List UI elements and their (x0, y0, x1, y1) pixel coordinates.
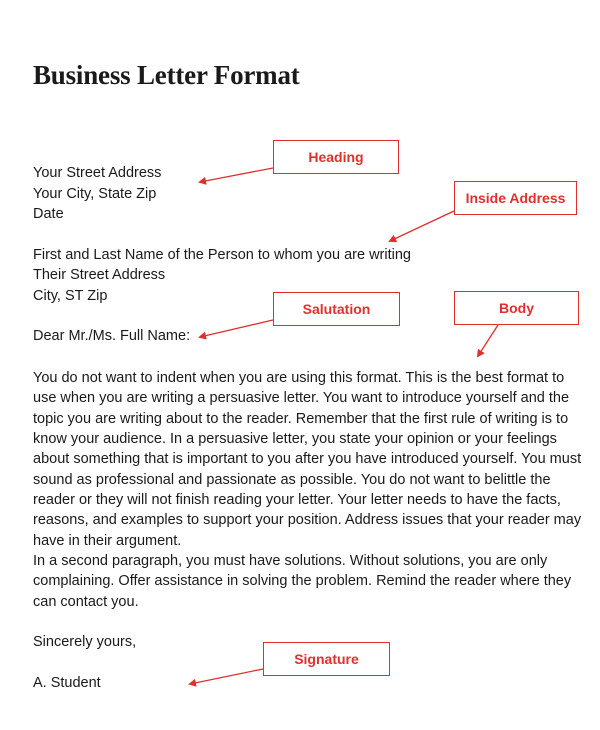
heading-arrow (200, 168, 273, 182)
signature-label: Signature (263, 642, 390, 676)
salutation-label: Salutation (273, 292, 400, 326)
body-arrow (478, 325, 498, 356)
inside-address-arrow (390, 211, 454, 241)
closing-line: Sincerely yours, (33, 634, 137, 650)
body-paragraph-1: You do not want to indent when you are using this format. This is the best format to use when you are writing a persuasive letter. You want to introduce yourself and the topic you are writing about to the reader. Remember that the first rule of writing is to know your audience. In a persuasive letter, you state your opinion or your feelings about something that is important to you after you have introduced yourself. You must sound as professional and passionate as possible. You do not want to belittle the reader or they will not finish reading your letter. Your letter needs to have the facts, reasons, and examples to support your position. Address issues that your reader may have in their argument. (33, 370, 582, 549)
inside-address-label: Inside Address (454, 181, 577, 215)
inside-address-name: First and Last Name of the Person to whom you are writing (33, 247, 411, 263)
body-paragraph-2: In a second paragraph, you must have solutions. Without solutions, you are only complaining. Offer assistance in solving the problem. Remind the reader where they can contact you. (33, 553, 572, 610)
heading-street: Your Street Address (33, 165, 162, 181)
body-label: Body (454, 291, 579, 325)
letter-body (33, 368, 583, 612)
inside-address-street: Their Street Address (33, 267, 166, 283)
heading-city: Your City, State Zip (33, 186, 157, 202)
signature-line: A. Student (33, 675, 101, 691)
heading-date: Date (33, 206, 64, 222)
salutation-arrow (200, 320, 273, 337)
page-title: Business Letter Format (33, 60, 300, 90)
inside-address-city: City, ST Zip (33, 288, 108, 304)
signature-arrow (190, 669, 263, 684)
salutation-line: Dear Mr./Ms. Full Name: (33, 328, 191, 344)
heading-label: Heading (273, 140, 399, 174)
